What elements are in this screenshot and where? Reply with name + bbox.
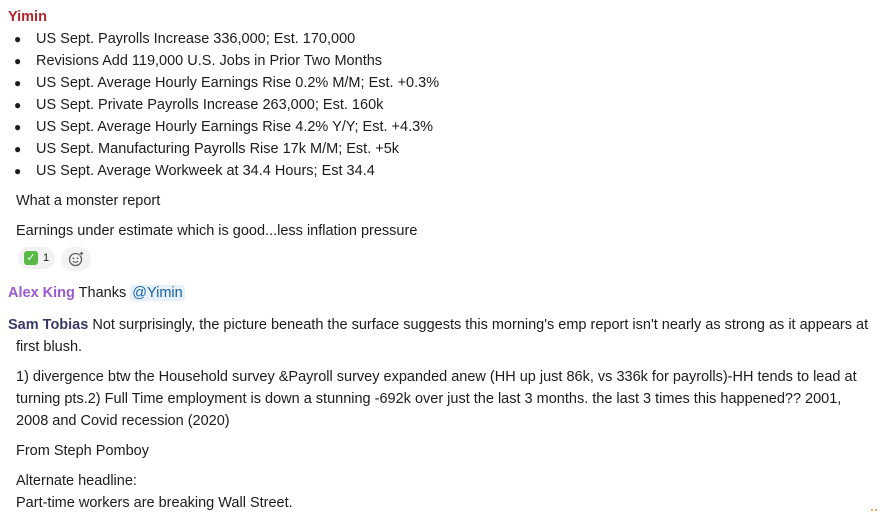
resize-handle-icon [871,508,877,512]
message-text: From Steph Pomboy [16,443,149,459]
list-item-text: US Sept. Average Workweek at 34.4 Hours; Est 34.4 [36,163,375,179]
add-reaction-icon [68,251,84,267]
message-text: 1) divergence btw the Household survey &Payroll survey expanded anew (HH up just 86k, vs 336k for payrolls)-HH tends to lead at [16,369,857,385]
list-item-text: US Sept. Average Hourly Earnings Rise 0.2% M/M; Est. +0.3% [36,75,440,91]
message-text: Not surprisingly, the picture beneath the surface suggests this morning's emp report isn't nearly as strong as it appears at [92,317,869,333]
list-item [14,72,439,94]
message-line [8,314,868,336]
list-item-text: US Sept. Manufacturing Payrolls Rise 17k M/M; Est. +5k [36,141,400,157]
author-name[interactable]: Sam Tobias [8,317,89,333]
bullet-dot: ● [14,120,22,134]
message-paragraph: Earnings under estimate which is good...less inflation pressure [16,223,418,239]
bullet-dot: ● [14,76,22,90]
author-name[interactable]: Alex King [8,285,75,301]
list-item [14,94,383,116]
message-text: Part-time workers are breaking Wall Street. [16,495,293,511]
bullet-dot: ● [14,164,22,178]
list-item-text: US Sept. Private Payrolls Increase 263,000; Est. 160k [36,97,384,113]
message-text: first blush. [16,339,83,355]
message-text: turning pts.2) Full Time employment is down a stunning -692k over just the last 3 months. the last 3 times this happened?? 2001, [16,391,842,407]
list-item [14,28,355,50]
bullet-dot: ● [14,142,22,156]
bullet-dot: ● [14,98,22,112]
message-text: 2008 and Covid recession (2020) [16,413,230,429]
message-line [8,282,185,304]
add-reaction-button[interactable] [61,247,91,271]
white-check-mark-icon: ✓ [24,251,38,265]
message-text: Alternate headline: [16,473,137,489]
bullet-dot: ● [14,32,22,46]
reaction-check-button[interactable] [18,247,55,269]
reactions-bar [18,247,91,271]
reaction-count: 1 [43,252,50,264]
list-item-text: US Sept. Average Hourly Earnings Rise 4.2% Y/Y; Est. +4.3% [36,119,434,135]
list-item [14,160,375,182]
author-name[interactable]: Yimin [8,9,47,25]
list-item [14,138,399,160]
message-paragraph: What a monster report [16,193,161,209]
list-item [14,50,382,72]
list-item-text: US Sept. Payrolls Increase 336,000; Est. 170,000 [36,31,356,47]
user-mention[interactable]: @Yimin [132,285,183,301]
list-item-text: Revisions Add 119,000 U.S. Jobs in Prior Two Months [36,53,383,69]
bullet-dot: ● [14,54,22,68]
message-text: Thanks [78,285,127,301]
list-item [14,116,433,138]
